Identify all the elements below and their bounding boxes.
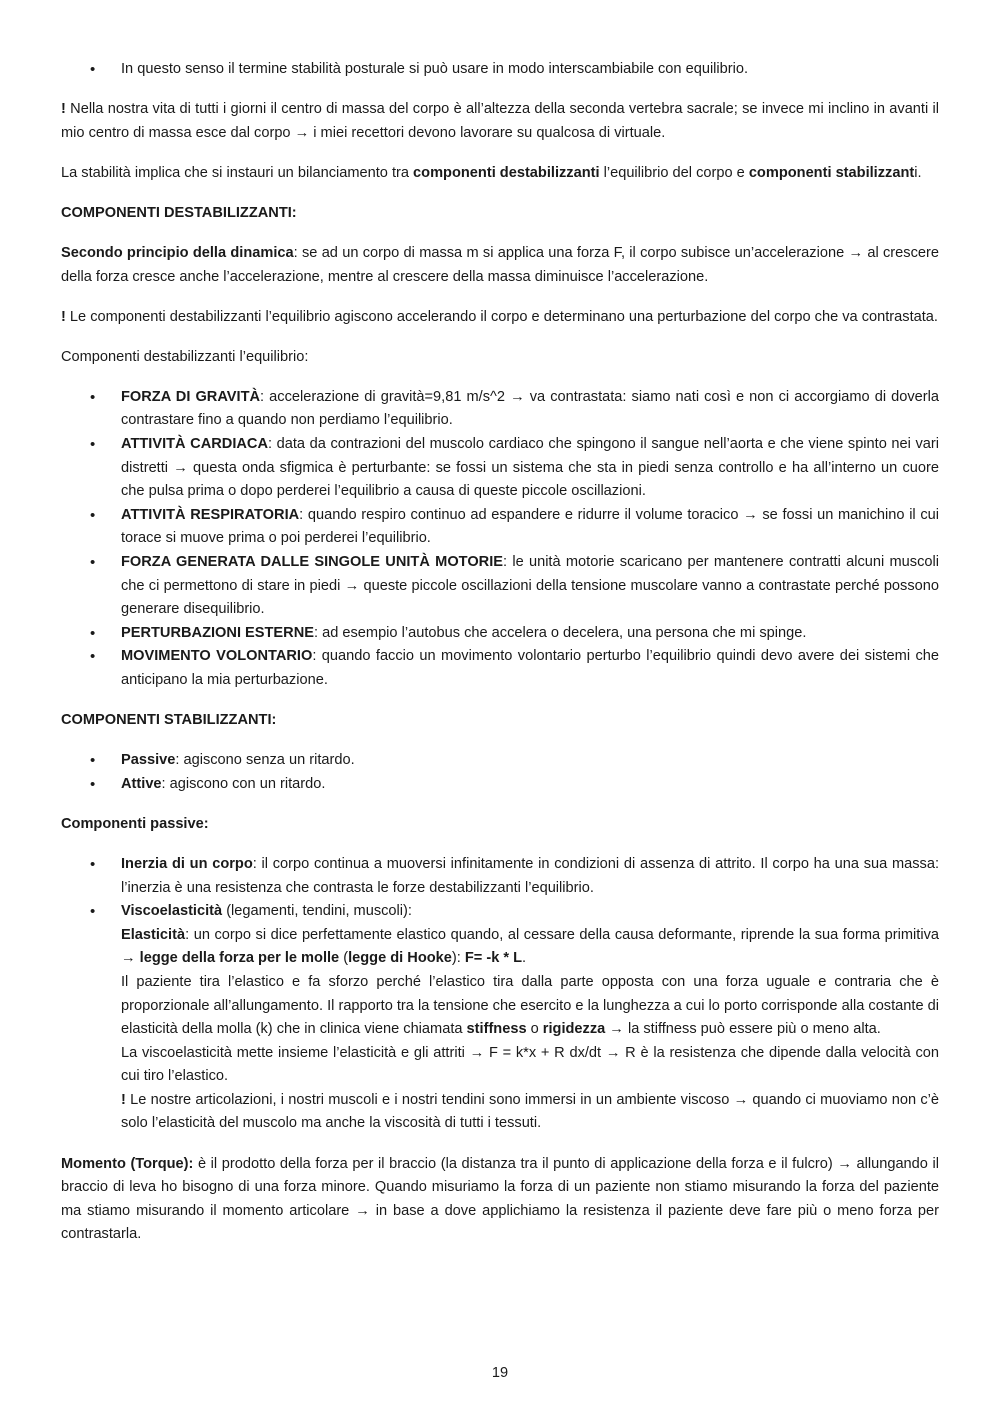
stabilizing-list (61, 749, 939, 796)
note-paragraph: ! Nella nostra vita di tutti i giorni il centro di massa del corpo è all’altezza della seconda vertebra sacrale; se invece mi inclino in avanti il mio centro di massa esce dal corpo → i miei recettori devono lavorare su qualcosa di virtuale. (61, 101, 939, 141)
document-page (61, 58, 939, 1263)
list-item: • Inerzia di un corpo: il corpo continua a muoversi infinitamente in condizioni di assenza di attrito. Il corpo ha una sua massa: l’inerzia è una resistenza che contrasta le forze destabilizzanti l’equilibrio. (61, 853, 939, 900)
section-heading-stabilizing: COMPONENTI STABILIZZANTI: (61, 712, 277, 729)
list-item (61, 900, 939, 1136)
elasticity-definition: Elasticità: un corpo si dice perfettamente elastico quando, al cessare della causa deformante, riprende la sua forma primitiva → legge della forza per le molle (legge di Hooke): F= -k * L. (121, 926, 939, 967)
list-item: • ATTIVITÀ CARDIACA: data da contrazioni del muscolo cardiaco che spingono il sangue nell’aorta e che viene spinto nei vari distretti → questa onda sfigmica è perturbante: se fossi un sistema che sta in piedi senza controllo e ha all’interno un cuore che pulsa prima o dopo perderei l’equilibrio a causa di queste piccole oscillazioni. (61, 433, 939, 504)
list-item: • MOVIMENTO VOLONTARIO: quando faccio un movimento volontario perturbo l’equilibrio quindi devo avere dei sistemi che anticipano la mia perturbazione. (61, 645, 939, 692)
destabilizing-intro: Componenti destabilizzanti l’equilibrio: (61, 348, 309, 365)
list-item: • FORZA GENERATA DALLE SINGOLE UNITÀ MOTORIE: le unità motorie scaricano per mantenere contratti alcuni muscoli che ci permettono di stare in piedi → queste piccole oscillazioni della tensione muscolare vanno a contrastate perché possono generare disequilibrio. (61, 551, 939, 622)
list-item: • Attive: agiscono con un ritardo. (61, 773, 939, 797)
list-item: • PERTURBAZIONI ESTERNE: ad esempio l’autobus che accelera o decelera, una persona che mi spinge. (61, 622, 939, 646)
page-number: 19 (491, 1365, 509, 1381)
stability-paragraph: La stabilità implica che si instauri un bilanciamento tra componenti destabilizzanti l’equilibrio del corpo e componenti stabilizzanti. (61, 164, 922, 181)
viscoelasticity-formula: La viscoelasticità mette insieme l’elasticità e gli attriti → F = k*x + R dx/dt → R è la resistenza che dipende dalla velocità con cui tiro l’elastico. (121, 1044, 939, 1085)
list-item: • FORZA DI GRAVITÀ: accelerazione di gravità=9,81 m/s^2 → va contrastata: siamo nati così e non ci accorgiamo di doverla contrastare fino a quando non perdiamo l’equilibrio. (61, 386, 939, 433)
torque-paragraph: Momento (Torque): è il prodotto della forza per il braccio (la distanza tra il punto di applicazione della forza e il fulcro) → allungando il braccio di leva ho bisogno di una forza minore. Quando misuriamo la forza di un paziente non stiamo misurando la forza del paziente ma stiamo misurando il momento articolare → in base a dove applichiamo la resistenza il paziente deve fare più o meno forza per contrastarla. (61, 1155, 939, 1243)
passive-list (61, 853, 939, 1136)
viscoelasticity-title: • Viscoelasticità (legamenti, tendini, muscoli): (121, 903, 412, 920)
stiffness-explanation: Il paziente tira l’elastico e fa sforzo perché l’elastico tira dalla parte opposta con una forza uguale e contraria che è proporzionale all’allungamento. Il rapporto tra la tensione che esercito e la lunghezza a cui lo porto corrisponde alla costante di elasticità della molla (k) che in clinica viene chiamata stiffness o rigidezza → la stiffness può essere più o meno alta. (121, 973, 939, 1038)
destabilizing-list (61, 386, 939, 693)
intro-list (61, 58, 939, 82)
section-heading-destabilizing: COMPONENTI DESTABILIZZANTI: (61, 204, 297, 221)
list-item: • ATTIVITÀ RESPIRATORIA: quando respiro continuo ad espandere e ridurre il volume toracico → se fossi un manichino il cui torace si muove prima o poi perderei l’equilibrio. (61, 504, 939, 551)
section-heading-passive: Componenti passive: (61, 815, 209, 832)
second-principle-paragraph: Secondo principio della dinamica: se ad un corpo di massa m si applica una forza F, il corpo subisce un’accelerazione → al crescere della forza cresce anche l’accelerazione, mentre al crescere della massa diminuisce l’accelerazione. (61, 244, 939, 285)
list-item: • In questo senso il termine stabilità posturale si può usare in modo interscambiabile con equilibrio. (61, 58, 939, 82)
note-paragraph: ! Le componenti destabilizzanti l’equilibrio agiscono accelerando il corpo e determinano una perturbazione del corpo che va contrastata. (61, 308, 938, 325)
viscosity-note: ! Le nostre articolazioni, i nostri muscoli e i nostri tendini sono immersi in un ambiente viscoso → quando ci muoviamo non c’è solo l’elasticità del muscolo ma anche la viscosità di tutti i tessuti. (121, 1091, 939, 1132)
list-item: • Passive: agiscono senza un ritardo. (61, 749, 939, 773)
